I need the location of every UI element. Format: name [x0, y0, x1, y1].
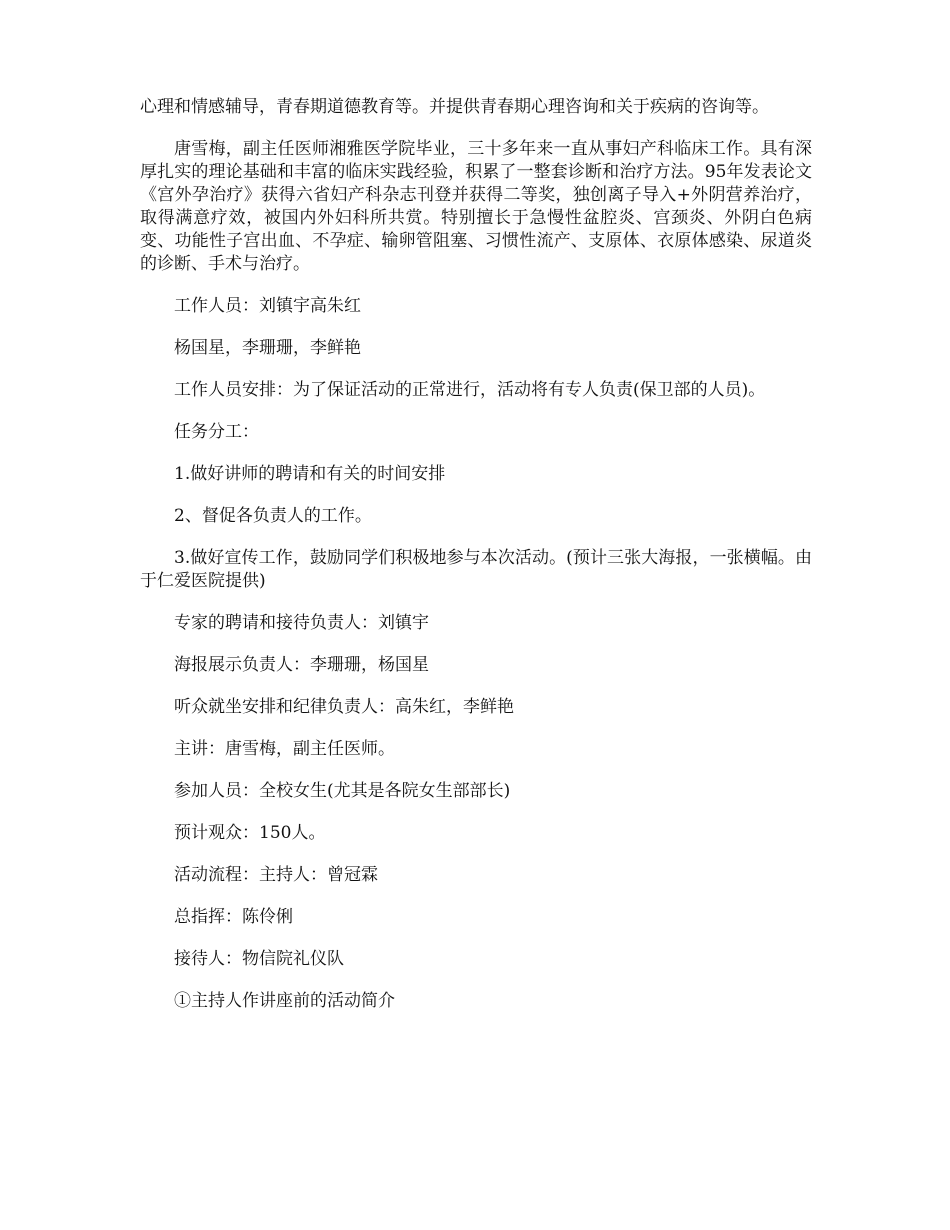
paragraph-audience: 预计观众：150人。 — [174, 823, 326, 843]
paragraph-process-host: 活动流程：主持人：曾冠霖 — [174, 865, 378, 885]
paragraph-step-1: ①主持人作讲座前的活动简介 — [174, 991, 395, 1011]
paragraph-reception: 接待人：物信院礼仪队 — [174, 949, 344, 969]
paragraph-speaker-bio: 唐雪梅，副主任医师湘雅医学院毕业，三十多年来一直从事妇产科临床工作。具有深厚扎实的理论基础和丰富的临床实践经验，积累了一整套诊断和治疗方法。95年发表论文《宫外孕治疗》获得六省妇产科杂志刊登并获得二等奖，独创离子导入+外阴营养治疗，取得满意疗效，被国内外妇科所共赏。特别擅长于急慢性盆腔炎、宫颈炎、外阴白色病变、功能性子宫出血、不孕症、输卵管阻塞、习惯性流产、支原体、衣原体感染、尿道炎的诊断、手术与治疗。 — [140, 139, 812, 274]
paragraph-staff-names: 杨国星，李珊珊，李鲜艳 — [174, 338, 361, 358]
paragraph-seating-contact: 听众就坐安排和纪律负责人：高朱红，李鲜艳 — [174, 697, 514, 717]
paragraph-staff: 工作人员：刘镇宇高朱红 — [174, 296, 361, 316]
paragraph-task-3: 3.做好宣传工作，鼓励同学们积极地参与本次活动。(预计三张大海报，一张横幅。由于仁爱医院提供) — [140, 548, 812, 591]
paragraph-staff-arrangement: 工作人员安排：为了保证活动的正常进行，活动将有专人负责(保卫部的人员)。 — [174, 380, 766, 400]
paragraph-participants: 参加人员：全校女生(尤其是各院女生部部长) — [174, 781, 511, 801]
paragraph-lecturer: 主讲：唐雪梅，副主任医师。 — [174, 739, 395, 759]
paragraph-task-1: 1.做好讲师的聘请和有关的时间安排 — [174, 464, 446, 484]
paragraph-expert-contact: 专家的聘请和接待负责人：刘镇宇 — [174, 613, 429, 633]
paragraph-poster-contact: 海报展示负责人：李珊珊，杨国星 — [174, 655, 429, 675]
paragraph-task-heading: 任务分工： — [174, 422, 259, 442]
paragraph-intro-continuation: 心理和情感辅导，青春期道德教育等。并提供青春期心理咨询和关于疾病的咨询等。 — [140, 97, 769, 117]
document-page — [140, 96, 812, 1013]
paragraph-task-2: 2、督促各负责人的工作。 — [174, 506, 372, 526]
paragraph-commander: 总指挥：陈伶俐 — [174, 907, 293, 927]
